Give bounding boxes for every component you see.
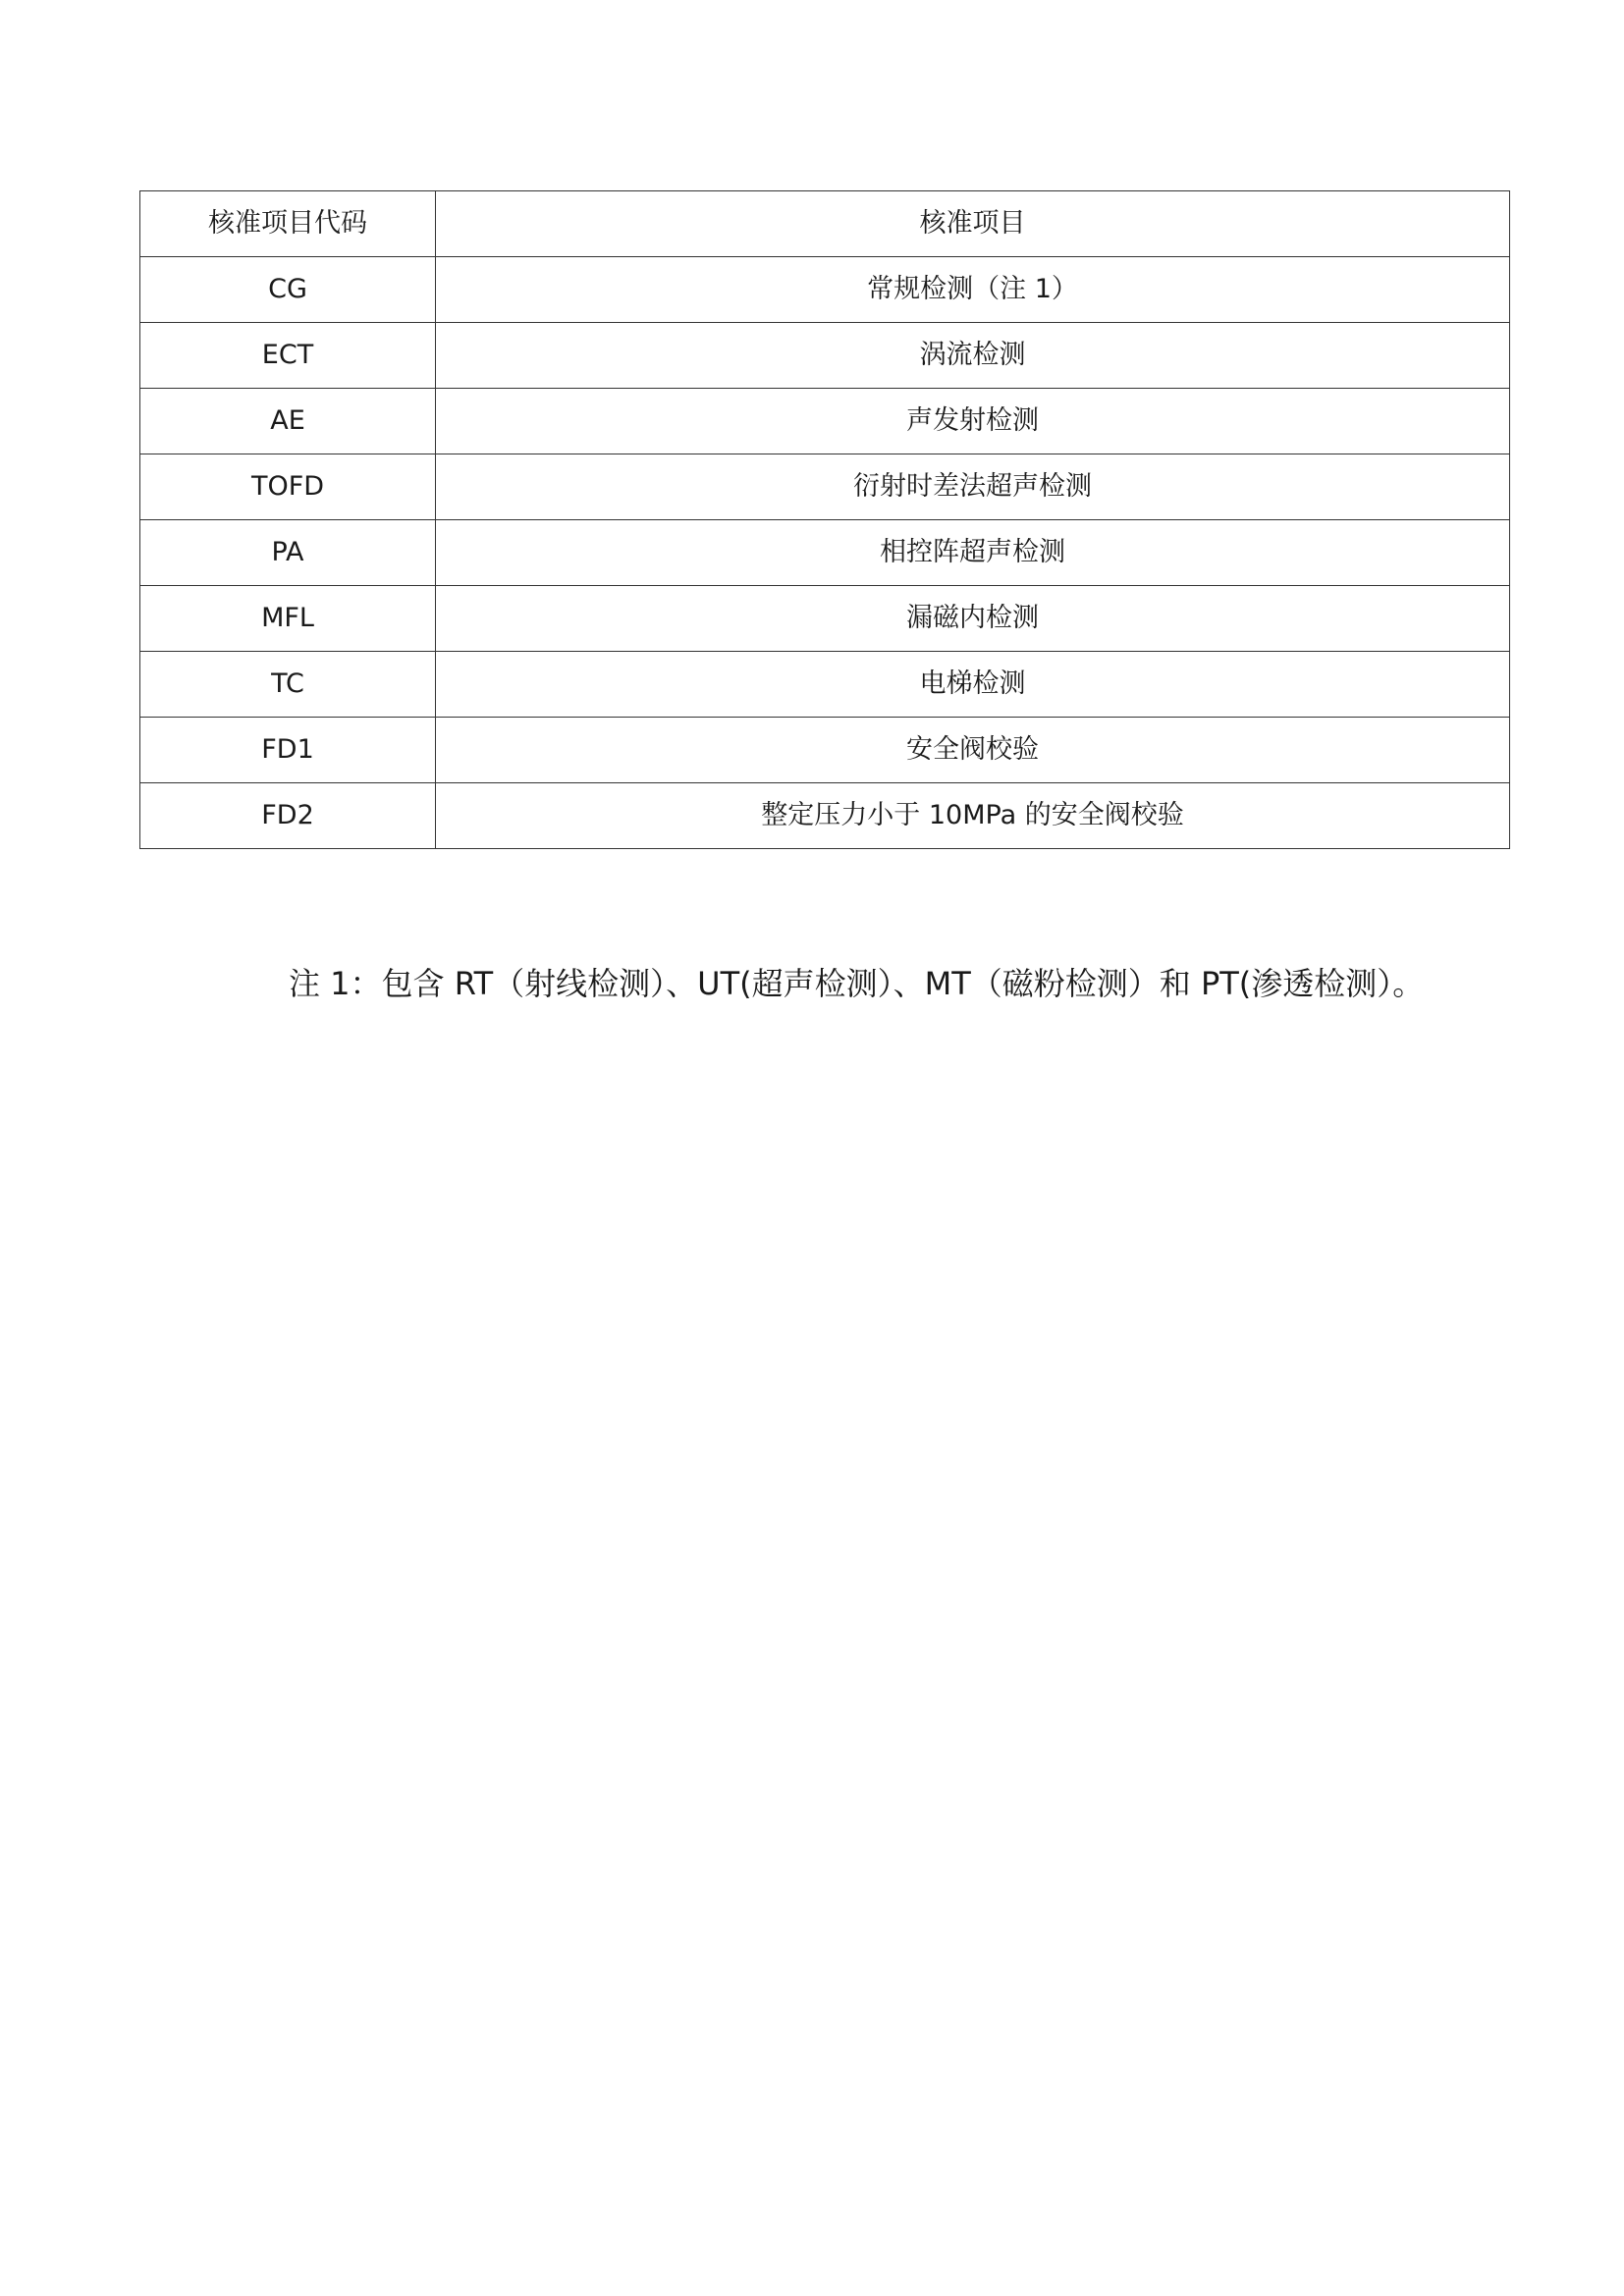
table-row [140,257,1510,323]
row-item: 漏磁内检测 [436,586,1510,652]
row-item: 安全阀校验 [436,718,1510,783]
table-row [140,586,1510,652]
row-code: ECT [140,323,436,389]
row-item: 电梯检测 [436,652,1510,718]
table-row [140,323,1510,389]
header-item: 核准项目 [436,191,1510,257]
row-code: FD2 [140,783,436,849]
row-item: 声发射检测 [436,389,1510,454]
row-item: 涡流检测 [436,323,1510,389]
table-row [140,718,1510,783]
approval-items-table [139,190,1510,849]
table-row [140,652,1510,718]
header-code: 核准项目代码 [140,191,436,257]
table-row [140,520,1510,586]
row-item: 衍射时差法超声检测 [436,454,1510,520]
row-item: 常规检测（注 1） [436,257,1510,323]
table-row [140,783,1510,849]
row-code: TC [140,652,436,718]
row-code: PA [140,520,436,586]
row-code: CG [140,257,436,323]
table-row [140,454,1510,520]
row-code: FD1 [140,718,436,783]
row-code: MFL [140,586,436,652]
table-row [140,389,1510,454]
table-header-row [140,191,1510,257]
row-item: 整定压力小于 10MPa 的安全阀校验 [436,783,1510,849]
row-item: 相控阵超声检测 [436,520,1510,586]
row-code: AE [140,389,436,454]
row-code: TOFD [140,454,436,520]
footnote: 注 1：包含 RT（射线检测）、UT(超声检测）、MT（磁粉检测）和 PT(渗透检测）。 [289,965,1425,1002]
